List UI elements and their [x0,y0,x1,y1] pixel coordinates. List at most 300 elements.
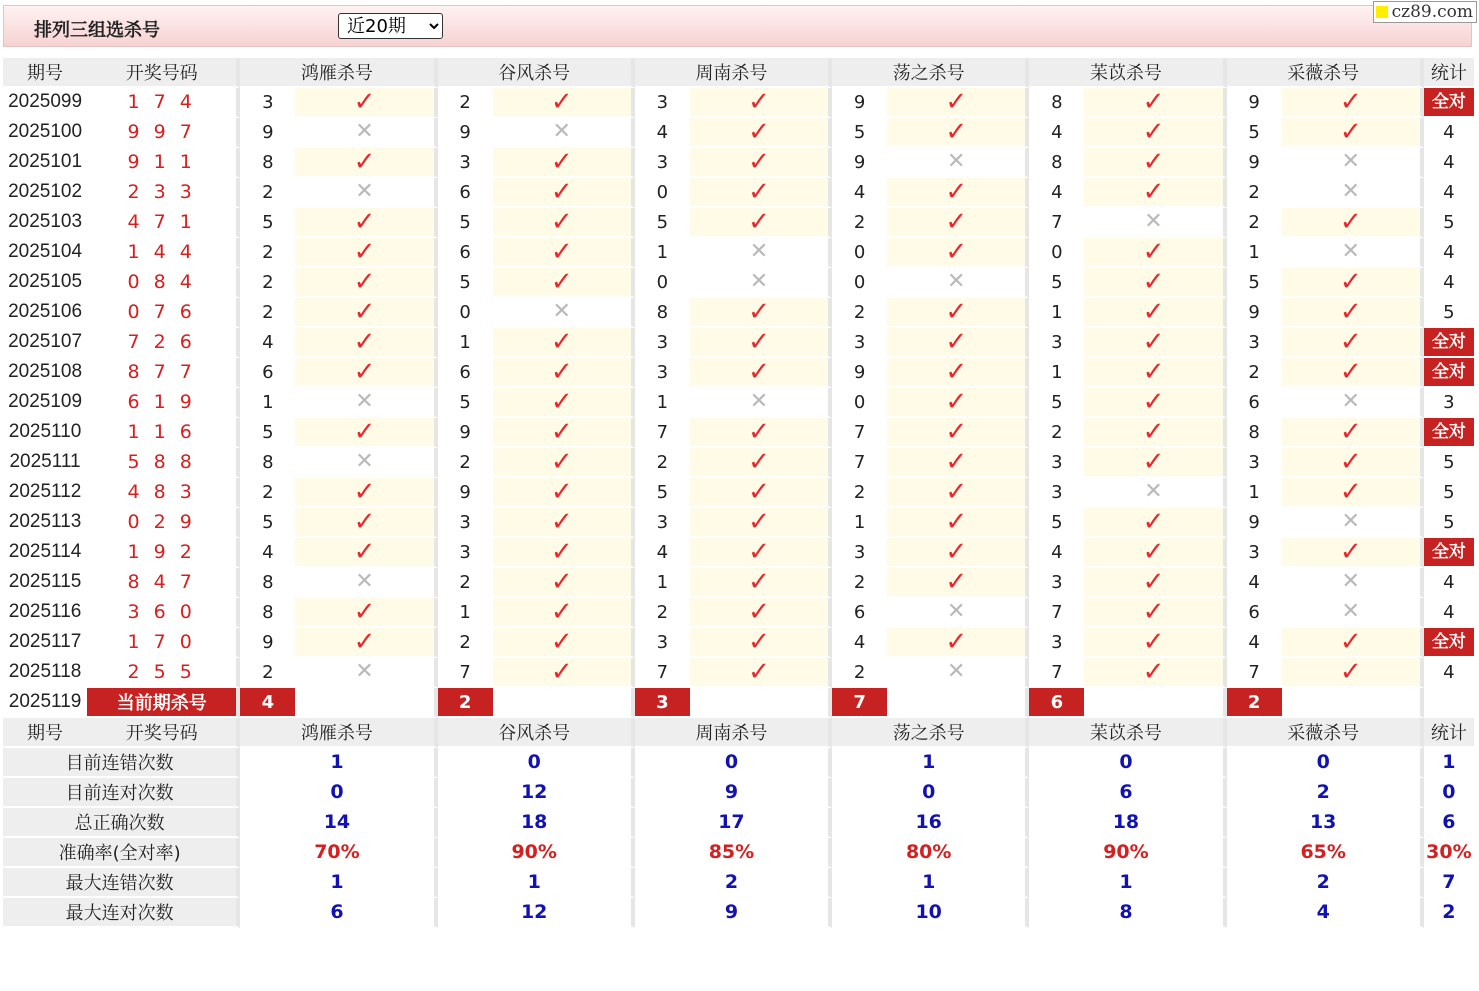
kill-number-cell: 2 [240,268,295,298]
period-cell: 2025113 [3,508,87,538]
kill-number-cell: 5 [438,208,493,238]
check-icon: ✓ [550,208,573,237]
stats-value: 0 [330,781,344,803]
header-stats: 统计 [1424,58,1474,88]
stat-cell [1424,538,1474,568]
kill-number-cell: 4 [1227,628,1282,658]
stats-value-cell [1227,838,1424,868]
result-cell [887,448,1029,478]
stats-value: 6 [330,901,344,923]
result-cell [493,478,635,508]
stat-cell: 3 [1424,388,1474,418]
result-cell [887,418,1029,448]
kill-number-cell: 3 [635,358,690,388]
check-icon: ✓ [1142,358,1165,387]
kill-number-cell: 5 [1029,268,1084,298]
kill-number-cell: 4 [832,628,887,658]
kill-number-cell: 9 [832,358,887,388]
stats-value: 10 [915,901,942,923]
kill-number-cell: 9 [240,118,295,148]
check-icon: ✓ [1339,658,1362,687]
stats-value-cell [832,898,1029,928]
stats-value: 0 [922,781,936,803]
result-cell [1084,388,1226,418]
kill-number-cell: 9 [438,478,493,508]
result-cell [690,148,832,178]
check-icon: ✓ [353,328,376,357]
kill-number-cell: 3 [1029,478,1084,508]
stats-total-cell [1424,748,1474,778]
result-cell [493,628,635,658]
current-kill-number: 2 [1227,688,1282,718]
cross-icon: ✕ [749,389,769,414]
prize-number-cell: 8 7 7 [87,358,240,388]
all-correct-badge: 全对 [1424,628,1474,656]
kill-number-cell: 3 [438,508,493,538]
result-cell [887,358,1029,388]
stats-value-cell [832,838,1029,868]
result-cell [690,238,832,268]
kill-number-cell: 6 [832,598,887,628]
header-period: 期号 [3,718,87,748]
check-icon: ✓ [748,178,770,207]
result-cell [295,388,437,418]
stats-value-cell [240,778,437,808]
kill-number-cell: 2 [240,478,295,508]
stats-value-cell [240,838,437,868]
header-stats: 统计 [1424,718,1474,748]
kill-number-cell: 6 [438,238,493,268]
stats-value: 16 [915,811,942,833]
empty-cell [1084,688,1226,718]
header-expert-6: 采薇杀号 [1227,718,1424,748]
stats-value: 8 [1119,901,1133,923]
kill-number-cell: 2 [1227,208,1282,238]
table-row [3,568,1474,598]
stat-cell [1424,418,1474,448]
check-icon: ✓ [1142,598,1165,627]
check-icon: ✓ [1142,628,1165,657]
prize-number-cell: 2 5 5 [87,658,240,688]
cross-icon: ✕ [1341,599,1360,624]
period-cell: 2025109 [3,388,87,418]
result-cell [690,208,832,238]
stats-value: 17 [718,811,745,833]
prize-number-cell: 1 1 6 [87,418,240,448]
result-cell [1282,418,1424,448]
stats-value: 0 [1119,751,1133,773]
check-icon: ✓ [748,448,770,477]
kill-number-cell: 6 [1227,598,1282,628]
check-icon: ✓ [550,148,573,177]
result-cell [295,88,437,118]
cross-icon: ✕ [1341,509,1360,534]
kill-number-cell: 9 [1227,298,1282,328]
kill-number-cell: 2 [438,448,493,478]
cross-icon: ✕ [552,299,571,324]
check-icon: ✓ [1142,508,1165,537]
header-expert-2: 谷风杀号 [438,58,635,88]
kill-number-cell: 0 [832,238,887,268]
kill-number-cell: 3 [1227,538,1282,568]
stat-cell: 4 [1424,238,1474,268]
result-cell [1084,148,1226,178]
period-cell: 2025104 [3,238,87,268]
result-cell [690,268,832,298]
kill-number-cell: 1 [438,598,493,628]
result-cell [690,658,832,688]
header-expert-2: 谷风杀号 [438,718,635,748]
prize-number-cell: 4 8 3 [87,478,240,508]
stats-value-cell [832,808,1029,838]
kill-number-cell: 1 [635,388,690,418]
check-icon: ✓ [1142,148,1165,177]
check-icon: ✓ [748,628,770,657]
result-cell [295,568,437,598]
check-icon: ✓ [1339,358,1362,387]
check-icon: ✓ [945,208,968,237]
kill-number-cell: 3 [832,328,887,358]
stats-value-cell [635,778,832,808]
stats-total: 0 [1442,781,1456,803]
check-icon: ✓ [748,328,770,357]
stats-value-cell [635,838,832,868]
check-icon: ✓ [1142,118,1165,147]
stats-value: 80% [905,841,952,863]
stats-total-cell [1424,778,1474,808]
prize-number-cell: 2 3 3 [87,178,240,208]
stats-label: 最大连错次数 [3,868,240,898]
stat-cell: 4 [1424,598,1474,628]
kill-number-cell: 2 [438,88,493,118]
stats-value-cell [1227,868,1424,898]
check-icon: ✓ [748,148,770,177]
current-period-row [3,688,1474,718]
stats-value-cell [635,748,832,778]
stats-label: 目前连对次数 [3,778,240,808]
result-cell [295,178,437,208]
stats-value: 0 [1316,751,1330,773]
period-cell: 2025107 [3,328,87,358]
stats-total: 30% [1426,841,1472,863]
result-cell [295,208,437,238]
result-cell [887,568,1029,598]
kill-number-cell: 8 [240,448,295,478]
kill-number-cell: 4 [635,538,690,568]
result-cell [1084,298,1226,328]
header-expert-6: 采薇杀号 [1227,58,1424,88]
table-row [3,448,1474,478]
kill-number-cell: 3 [1227,448,1282,478]
result-cell [295,268,437,298]
result-cell [887,208,1029,238]
header-expert-5: 苿苡杀号 [1029,58,1226,88]
kill-number-cell: 9 [1227,88,1282,118]
check-icon: ✓ [1339,328,1362,357]
header-prize: 开奖号码 [87,718,240,748]
kill-number-cell: 5 [240,418,295,448]
result-cell [493,568,635,598]
stats-value: 0 [527,751,541,773]
check-icon: ✓ [550,598,573,627]
result-cell [1084,328,1226,358]
stats-value: 6 [1119,781,1133,803]
stats-value-cell [1029,898,1226,928]
stats-value-cell [438,838,635,868]
kill-number-cell: 0 [438,298,493,328]
kill-number-cell: 5 [438,388,493,418]
kill-number-cell: 5 [1029,508,1084,538]
cross-icon: ✕ [947,599,966,624]
stats-value: 2 [724,871,739,893]
result-cell [493,598,635,628]
result-cell [1282,598,1424,628]
check-icon: ✓ [550,268,573,297]
kill-number-cell: 6 [1227,388,1282,418]
stats-value-cell [635,898,832,928]
prize-number-cell: 1 7 4 [87,88,240,118]
check-icon: ✓ [1142,178,1165,207]
stats-value: 18 [520,811,548,833]
period-cell: 2025114 [3,538,87,568]
stats-total: 6 [1442,811,1456,833]
check-icon: ✓ [550,418,573,447]
check-icon: ✓ [945,448,968,477]
result-cell [295,118,437,148]
period-cell: 2025118 [3,658,87,688]
check-icon: ✓ [353,298,376,327]
check-icon: ✓ [748,658,770,687]
kill-number-cell: 3 [635,148,690,178]
prize-number-cell: 6 1 9 [87,388,240,418]
result-cell [887,538,1029,568]
result-cell [1084,178,1226,208]
result-cell [1084,118,1226,148]
check-icon: ✓ [550,328,573,357]
result-cell [1282,388,1424,418]
stats-total-cell [1424,868,1474,898]
stats-value: 2 [1316,781,1330,803]
kill-number-cell: 9 [1227,508,1282,538]
kill-number-cell: 4 [240,538,295,568]
table-row [3,148,1474,178]
kill-number-cell: 0 [832,388,887,418]
result-cell [493,118,635,148]
result-cell [887,598,1029,628]
result-cell [1282,148,1424,178]
result-cell [295,328,437,358]
kill-number-cell: 7 [1029,208,1084,238]
kill-number-cell: 7 [832,448,887,478]
result-cell [690,388,832,418]
stats-row [3,868,1474,898]
cross-icon: ✕ [1341,239,1360,264]
result-cell [690,538,832,568]
result-cell [1282,628,1424,658]
current-kill-number: 2 [438,688,493,718]
kill-number-cell: 2 [240,178,295,208]
result-cell [493,388,635,418]
kill-number-cell: 7 [1029,658,1084,688]
stats-row [3,778,1474,808]
kill-number-cell: 1 [832,508,887,538]
kill-number-table [3,58,1474,928]
stat-cell: 4 [1424,658,1474,688]
check-icon: ✓ [1142,538,1165,567]
kill-number-cell: 0 [1029,238,1084,268]
stats-value: 65% [1300,841,1346,863]
stats-label: 最大连对次数 [3,898,240,928]
check-icon: ✓ [353,508,376,537]
table-row [3,658,1474,688]
kill-number-cell: 4 [240,328,295,358]
prize-number-cell: 0 8 4 [87,268,240,298]
check-icon: ✓ [748,208,770,237]
cross-icon: ✕ [1341,389,1360,414]
prize-number-cell: 3 6 0 [87,598,240,628]
check-icon: ✓ [1142,88,1165,117]
table-row [3,178,1474,208]
check-icon: ✓ [550,178,573,207]
result-cell [1084,268,1226,298]
prize-number-cell: 9 9 7 [87,118,240,148]
check-icon: ✓ [945,238,968,267]
prize-number-cell: 5 8 8 [87,448,240,478]
result-cell [493,448,635,478]
all-correct-badge: 全对 [1424,418,1474,446]
stats-value-cell [1227,748,1424,778]
result-cell [690,328,832,358]
stats-value-cell [240,748,437,778]
all-correct-badge: 全对 [1424,328,1474,356]
result-cell [493,358,635,388]
period-cell: 2025110 [3,418,87,448]
stats-value-cell [1029,748,1226,778]
check-icon: ✓ [1142,328,1165,357]
top-bar [3,5,1472,47]
stat-cell: 5 [1424,208,1474,238]
kill-number-cell: 4 [1029,118,1084,148]
kill-number-cell: 9 [832,148,887,178]
table-row [3,268,1474,298]
check-icon: ✓ [945,478,968,507]
result-cell [887,478,1029,508]
current-period-cell: 2025119 [3,688,87,718]
kill-number-cell: 7 [635,418,690,448]
stat-cell [1424,358,1474,388]
prize-number-cell: 0 2 9 [87,508,240,538]
stats-value: 85% [708,841,755,863]
all-correct-badge: 全对 [1424,538,1474,566]
check-icon: ✓ [945,358,968,387]
result-cell [295,238,437,268]
check-icon: ✓ [550,238,573,267]
stats-total-cell [1424,838,1474,868]
stats-value: 12 [520,781,548,803]
period-cell: 2025117 [3,628,87,658]
cross-icon: ✕ [1341,179,1360,204]
result-cell [295,508,437,538]
kill-number-cell: 7 [438,658,493,688]
cross-icon: ✕ [1144,209,1163,234]
kill-number-cell: 3 [438,148,493,178]
result-cell [690,628,832,658]
result-cell [295,538,437,568]
kill-number-cell: 4 [635,118,690,148]
stats-value-cell [635,808,832,838]
kill-number-cell: 5 [240,208,295,238]
result-cell [1282,568,1424,598]
check-icon: ✓ [1339,478,1362,507]
stats-value-cell [1227,778,1424,808]
check-icon: ✓ [945,328,968,357]
result-cell [690,448,832,478]
cross-icon: ✕ [947,269,966,294]
kill-number-cell: 3 [1227,328,1282,358]
header-row [3,718,1474,748]
kill-number-cell: 1 [635,568,690,598]
result-cell [493,148,635,178]
stats-value-cell [832,778,1029,808]
result-cell [493,538,635,568]
result-cell [295,148,437,178]
check-icon: ✓ [748,538,770,567]
check-icon: ✓ [1339,418,1362,447]
cross-icon: ✕ [355,659,374,684]
check-icon: ✓ [353,148,376,177]
check-icon: ✓ [550,388,573,417]
check-icon: ✓ [945,178,968,207]
stat-cell: 5 [1424,508,1474,538]
stats-value-cell [438,748,635,778]
result-cell [887,118,1029,148]
cross-icon: ✕ [355,449,374,474]
period-range-select[interactable] [338,13,443,39]
result-cell [1084,208,1226,238]
table-row [3,508,1474,538]
site-logo[interactable] [1373,1,1477,23]
header-expert-3: 周南杀号 [635,718,832,748]
result-cell [1084,358,1226,388]
empty-cell [493,688,635,718]
stats-total-cell [1424,808,1474,838]
stats-value-cell [1227,808,1424,838]
check-icon: ✓ [945,118,968,147]
table-row [3,88,1474,118]
header-row [3,58,1474,88]
stat-cell: 4 [1424,268,1474,298]
check-icon: ✓ [550,538,573,567]
period-cell: 2025101 [3,148,87,178]
result-cell [1282,118,1424,148]
check-icon: ✓ [353,208,376,237]
prize-number-cell: 7 2 6 [87,328,240,358]
check-icon: ✓ [1339,118,1362,147]
check-icon: ✓ [550,508,573,537]
logo-square-icon [1376,6,1388,18]
kill-number-cell: 5 [635,478,690,508]
result-cell [690,598,832,628]
check-icon: ✓ [945,418,968,447]
kill-number-cell: 3 [1029,448,1084,478]
kill-number-cell: 0 [635,178,690,208]
table-row [3,238,1474,268]
check-icon: ✓ [1339,538,1362,567]
kill-number-cell: 8 [1029,148,1084,178]
result-cell [1084,448,1226,478]
stat-cell [1424,88,1474,118]
result-cell [690,478,832,508]
